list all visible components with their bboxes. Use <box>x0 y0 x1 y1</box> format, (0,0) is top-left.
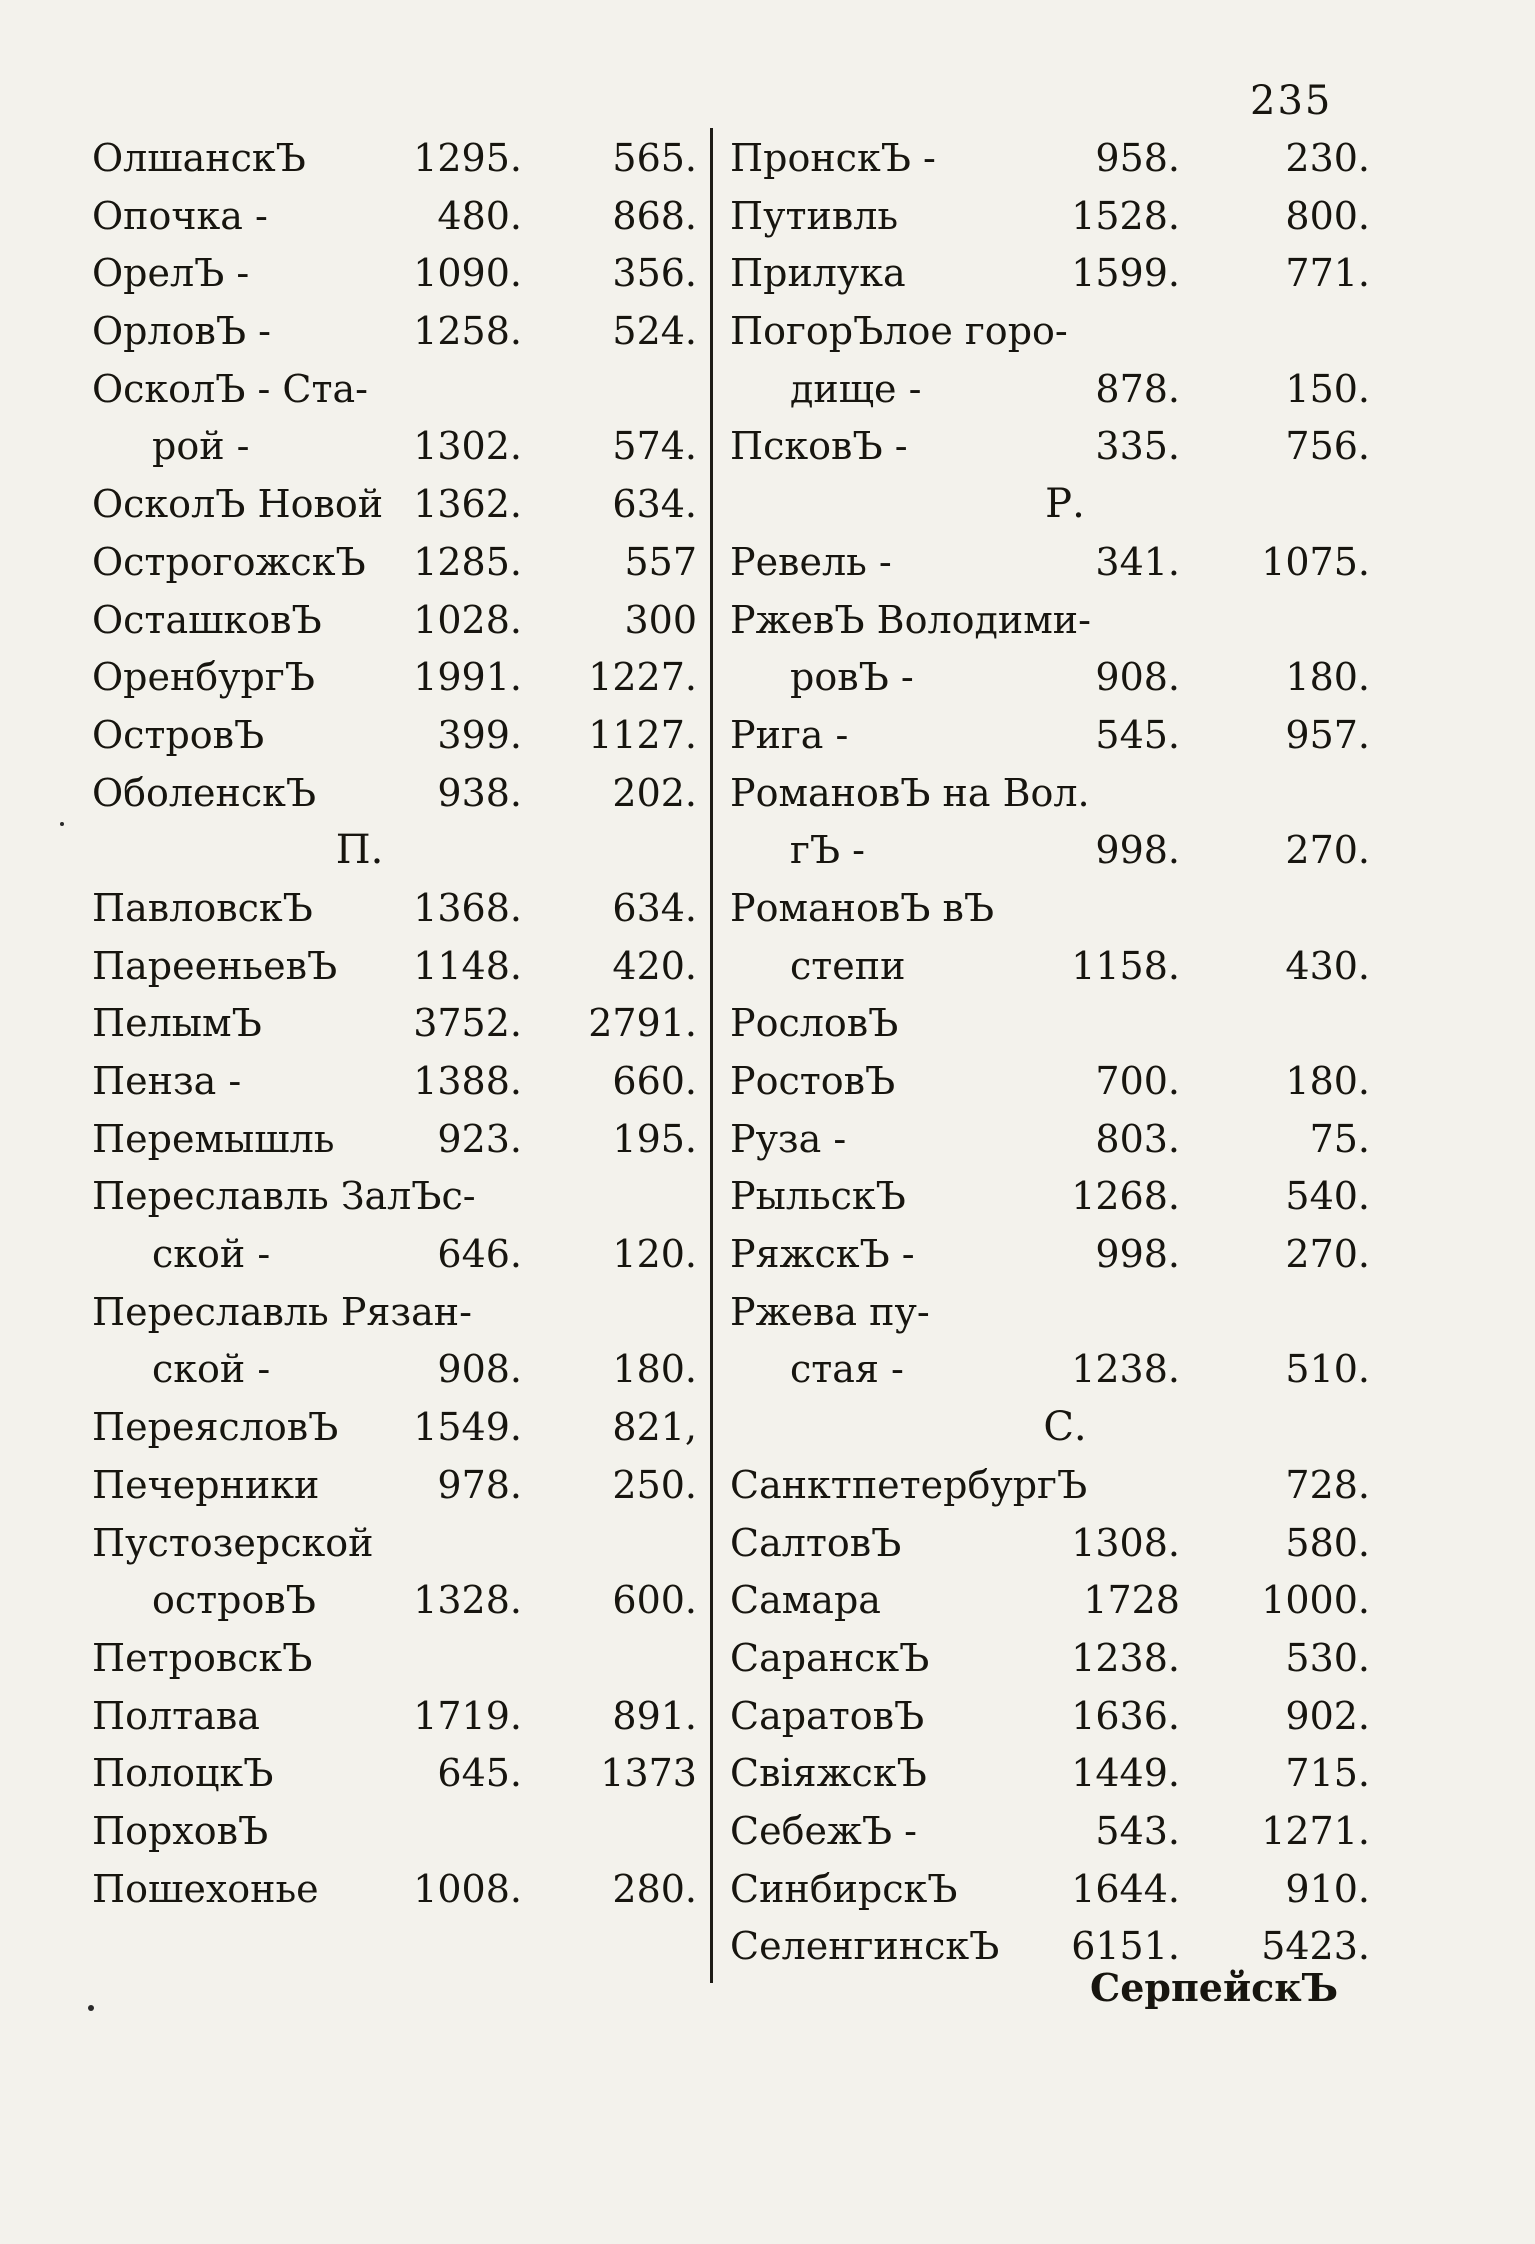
distance-value-2: 1127. <box>588 712 697 757</box>
distance-value-1: 1449. <box>1071 1751 1180 1796</box>
distance-value-1: 1008. <box>413 1866 522 1911</box>
entry-row <box>92 1803 697 1861</box>
town-name: Полтава <box>92 1693 260 1738</box>
distance-value-1: 1258. <box>413 309 522 354</box>
distance-value-2: 150. <box>1285 366 1370 411</box>
distance-value-2: 356. <box>612 251 697 296</box>
distance-value-2: 1227. <box>588 655 697 700</box>
entry-row <box>92 1572 697 1630</box>
distance-value-1: 958. <box>1095 136 1180 180</box>
town-name: рой - <box>152 424 250 469</box>
entry-row <box>92 188 697 246</box>
distance-value-1: 1148. <box>413 943 522 988</box>
entry-row <box>92 1861 697 1919</box>
distance-value-1: 341. <box>1095 539 1180 584</box>
entry-row <box>92 1284 697 1342</box>
distance-value-2: 660. <box>612 1059 697 1103</box>
distance-value-2: 1075. <box>1261 539 1370 584</box>
distance-value-1: 1268. <box>1071 1174 1180 1219</box>
town-name: РяжскЪ - <box>730 1232 915 1277</box>
left-column <box>92 130 697 1918</box>
entry-row <box>92 649 697 707</box>
distance-value-2: 510. <box>1285 1347 1370 1392</box>
entry-row <box>730 1803 1370 1861</box>
distance-value-2: 1271. <box>1261 1808 1370 1853</box>
town-name: Печерники <box>92 1462 320 1507</box>
distance-value-1: 1599. <box>1071 251 1180 296</box>
distance-value-2: 540. <box>1285 1174 1370 1219</box>
distance-value-1: 998. <box>1095 828 1180 873</box>
distance-value-1: 1285. <box>413 539 522 584</box>
entry-row <box>730 1630 1370 1688</box>
distance-value-1: 480. <box>437 193 522 238</box>
distance-value-1: 1302. <box>413 424 522 469</box>
town-name: РомановЪ на Вол. <box>730 770 1090 815</box>
town-name: Пустозерской <box>92 1520 374 1565</box>
town-name: степи <box>790 943 906 988</box>
distance-value-1: 908. <box>437 1347 522 1392</box>
column-rule <box>710 128 713 1983</box>
entry-row <box>730 245 1370 303</box>
town-name: Пошехонье <box>92 1866 319 1911</box>
entry-row <box>92 1168 697 1226</box>
distance-value-1: 1238. <box>1071 1635 1180 1680</box>
distance-value-2: 728. <box>1285 1462 1370 1507</box>
entry-row <box>730 1168 1370 1226</box>
distance-value-1: 1308. <box>1071 1520 1180 1565</box>
entry-row <box>730 418 1370 476</box>
town-name: СвіяжскЪ <box>730 1751 927 1796</box>
town-name: РыльскЪ <box>730 1174 906 1219</box>
distance-value-1: 335. <box>1095 424 1180 469</box>
town-name: СанктпетербургЪ <box>730 1462 1088 1507</box>
distance-value-2: 557 <box>624 539 697 584</box>
entry-row <box>92 765 697 823</box>
distance-value-1: 6151. <box>1071 1924 1180 1969</box>
entry-row <box>730 130 1370 188</box>
town-name: РомановЪ вЪ <box>730 885 995 930</box>
town-name: ПетровскЪ <box>92 1635 313 1680</box>
town-name: ОстровЪ <box>92 712 265 757</box>
distance-value-1: 545. <box>1095 712 1180 757</box>
distance-value-2: 75. <box>1309 1116 1370 1161</box>
distance-value-1: 1295. <box>413 136 522 180</box>
distance-value-2: 270. <box>1285 828 1370 873</box>
distance-value-2: 280. <box>612 1866 697 1911</box>
entry-row <box>730 1226 1370 1284</box>
entry-row <box>730 880 1370 938</box>
town-name: СеленгинскЪ <box>730 1924 1000 1969</box>
distance-value-2: 524. <box>612 309 697 354</box>
entry-row <box>92 1457 697 1515</box>
entry-row <box>730 1515 1370 1573</box>
distance-value-2: 1000. <box>1261 1578 1370 1623</box>
right-column <box>730 130 1370 1976</box>
town-name: Прилука <box>730 251 906 296</box>
entry-row <box>92 592 697 650</box>
entry-row <box>730 188 1370 246</box>
town-name: островЪ <box>152 1578 316 1623</box>
town-name: ОрелЪ - <box>92 251 250 296</box>
distance-value-1: 1362. <box>413 482 522 527</box>
distance-value-2: 420. <box>612 943 697 988</box>
entry-row <box>730 534 1370 592</box>
distance-value-1: 3752. <box>413 1001 522 1046</box>
town-name: Рига - <box>730 712 849 757</box>
entry-row <box>92 418 697 476</box>
distance-value-1: 1991. <box>413 655 522 700</box>
distance-value-1: 978. <box>437 1462 522 1507</box>
distance-value-2: 202. <box>612 770 697 815</box>
distance-value-1: 1328. <box>413 1578 522 1623</box>
town-name: Руза - <box>730 1116 847 1161</box>
town-name: ОстрогожскЪ <box>92 539 366 584</box>
town-name: ОрловЪ - <box>92 309 271 354</box>
town-name: Ржева пу- <box>730 1289 930 1334</box>
town-name: Перемышль <box>92 1116 335 1161</box>
distance-value-2: 270. <box>1285 1232 1370 1277</box>
entry-row <box>92 938 697 996</box>
entry-row <box>730 592 1370 650</box>
town-name: РостовЪ <box>730 1059 896 1103</box>
distance-value-2: 565. <box>612 136 697 180</box>
distance-value-1: 878. <box>1095 366 1180 411</box>
catchword: СерпейскЪ <box>1090 1965 1339 2010</box>
town-name: Переславль ЗалЪс- <box>92 1174 476 1219</box>
town-name: ПогорЪлое горо- <box>730 309 1068 354</box>
distance-value-1: 399. <box>437 712 522 757</box>
town-name: РословЪ <box>730 1001 899 1046</box>
entry-row <box>730 361 1370 419</box>
distance-value-2: 715. <box>1285 1751 1370 1796</box>
town-name: ОболенскЪ <box>92 770 317 815</box>
town-name: ПелымЪ <box>92 1001 262 1046</box>
town-name: дище - <box>790 366 922 411</box>
town-name: стая - <box>790 1347 904 1392</box>
distance-value-1: 803. <box>1095 1116 1180 1161</box>
ink-speck <box>60 822 64 826</box>
entry-row <box>92 1111 697 1169</box>
distance-value-2: 530. <box>1285 1635 1370 1680</box>
town-name: ровЪ - <box>790 655 914 700</box>
town-name: ОлшанскЪ <box>92 136 306 180</box>
entry-row <box>92 534 697 592</box>
distance-value-1: 1368. <box>413 885 522 930</box>
distance-value-2: 957. <box>1285 712 1370 757</box>
distance-value-2: 195. <box>612 1116 697 1161</box>
entry-row <box>730 1861 1370 1919</box>
entry-row <box>730 303 1370 361</box>
distance-value-1: 1528. <box>1071 193 1180 238</box>
distance-value-1: 938. <box>437 770 522 815</box>
distance-value-2: 800. <box>1285 193 1370 238</box>
distance-value-1: 1388. <box>413 1059 522 1103</box>
entry-row <box>92 995 697 1053</box>
town-name: ОренбургЪ <box>92 655 315 700</box>
distance-value-2: 634. <box>612 885 697 930</box>
town-name: СалтовЪ <box>730 1520 902 1565</box>
town-name: Самара <box>730 1578 881 1623</box>
distance-value-1: 1636. <box>1071 1693 1180 1738</box>
entry-row <box>730 1111 1370 1169</box>
town-name: СебежЪ - <box>730 1808 917 1853</box>
ink-speck <box>88 2005 94 2011</box>
entry-row <box>92 130 697 188</box>
entry-row <box>92 1688 697 1746</box>
distance-value-2: 230. <box>1285 136 1370 180</box>
distance-value-1: 1719. <box>413 1693 522 1738</box>
distance-value-2: 756. <box>1285 424 1370 469</box>
town-name: Опочка - <box>92 193 268 238</box>
distance-value-1: 1549. <box>413 1405 522 1450</box>
distance-value-1: 908. <box>1095 655 1180 700</box>
distance-value-2: 2791. <box>588 1001 697 1046</box>
town-name: ской - <box>152 1232 271 1277</box>
distance-value-2: 634. <box>612 482 697 527</box>
entry-row <box>730 1284 1370 1342</box>
town-name: Ревель - <box>730 539 892 584</box>
distance-value-1: 543. <box>1095 1808 1180 1853</box>
town-name: Путивль <box>730 193 899 238</box>
town-name: ПсковЪ - <box>730 424 908 469</box>
town-name: Переславль Рязан- <box>92 1289 472 1334</box>
entry-row <box>92 245 697 303</box>
entry-row <box>92 1630 697 1688</box>
entry-row <box>730 1572 1370 1630</box>
town-name: РжевЪ Володими- <box>730 597 1091 642</box>
entry-row <box>730 649 1370 707</box>
town-name: СаранскЪ <box>730 1635 930 1680</box>
entry-row <box>730 1745 1370 1803</box>
town-name: ской - <box>152 1347 271 1392</box>
letter-heading: Р. <box>1045 481 1085 528</box>
town-name: ПавловскЪ <box>92 885 313 930</box>
entry-row <box>730 1688 1370 1746</box>
distance-value-2: 580. <box>1285 1520 1370 1565</box>
distance-value-2: 180. <box>1285 1059 1370 1103</box>
town-name: ПолоцкЪ <box>92 1751 274 1796</box>
letter-heading: С. <box>1043 1404 1087 1451</box>
distance-value-2: 902. <box>1285 1693 1370 1738</box>
town-name: ОсташковЪ <box>92 597 322 642</box>
distance-value-2: 891. <box>612 1693 697 1738</box>
letter-heading: П. <box>335 827 384 874</box>
town-name: ПронскЪ - <box>730 136 936 180</box>
distance-value-1: 1158. <box>1071 943 1180 988</box>
entry-row <box>730 1341 1370 1399</box>
entry-row <box>92 1399 697 1457</box>
distance-value-2: 910. <box>1285 1866 1370 1911</box>
entry-row <box>730 995 1370 1053</box>
entry-row <box>92 707 697 765</box>
entry-row <box>92 1515 697 1573</box>
distance-value-1: 645. <box>437 1751 522 1796</box>
distance-value-1: 1028. <box>413 597 522 642</box>
entry-row <box>730 765 1370 823</box>
distance-value-1: 646. <box>437 1232 522 1277</box>
town-name: СинбирскЪ <box>730 1866 958 1911</box>
distance-value-2: 600. <box>612 1578 697 1623</box>
town-name: ОсколЪ - Ста- <box>92 366 368 411</box>
entry-row <box>730 822 1370 880</box>
distance-value-1: 1090. <box>413 251 522 296</box>
distance-value-2: 5423. <box>1261 1924 1370 1969</box>
distance-value-2: 574. <box>612 424 697 469</box>
distance-value-2: 771. <box>1285 251 1370 296</box>
distance-value-2: 180. <box>612 1347 697 1392</box>
distance-value-2: 821, <box>612 1405 697 1450</box>
town-name: ПарееньевЪ <box>92 943 338 988</box>
distance-value-1: 700. <box>1095 1059 1180 1103</box>
town-name: Пенза - <box>92 1059 242 1103</box>
distance-value-2: 868. <box>612 193 697 238</box>
entry-row <box>730 1053 1370 1111</box>
distance-value-2: 250. <box>612 1462 697 1507</box>
distance-value-1: 923. <box>437 1116 522 1161</box>
entry-row <box>92 476 697 534</box>
distance-value-1: 998. <box>1095 1232 1180 1277</box>
distance-value-2: 430. <box>1285 943 1370 988</box>
distance-value-1: 1238. <box>1071 1347 1180 1392</box>
distance-value-2: 120. <box>612 1232 697 1277</box>
page-number: 235 <box>1250 78 1333 124</box>
distance-value-2: 180. <box>1285 655 1370 700</box>
town-name: ПереясловЪ <box>92 1405 339 1450</box>
distance-value-2: 1373 <box>600 1751 697 1796</box>
town-name: СаратовЪ <box>730 1693 925 1738</box>
town-name: ПорховЪ <box>92 1808 269 1853</box>
entry-row <box>92 1053 697 1111</box>
town-name: гЪ - <box>790 828 866 873</box>
entry-row <box>92 1341 697 1399</box>
distance-value-2: 300 <box>624 597 697 642</box>
entry-row <box>92 1226 697 1284</box>
entry-row <box>92 303 697 361</box>
entry-row <box>92 361 697 419</box>
entry-row <box>730 707 1370 765</box>
entry-row <box>730 1457 1370 1515</box>
distance-value-1: 1728 <box>1083 1578 1180 1623</box>
entry-row <box>730 938 1370 996</box>
town-name: ОсколЪ Новой <box>92 482 384 527</box>
entry-row <box>92 880 697 938</box>
entry-row <box>92 1745 697 1803</box>
distance-value-1: 1644. <box>1071 1866 1180 1911</box>
